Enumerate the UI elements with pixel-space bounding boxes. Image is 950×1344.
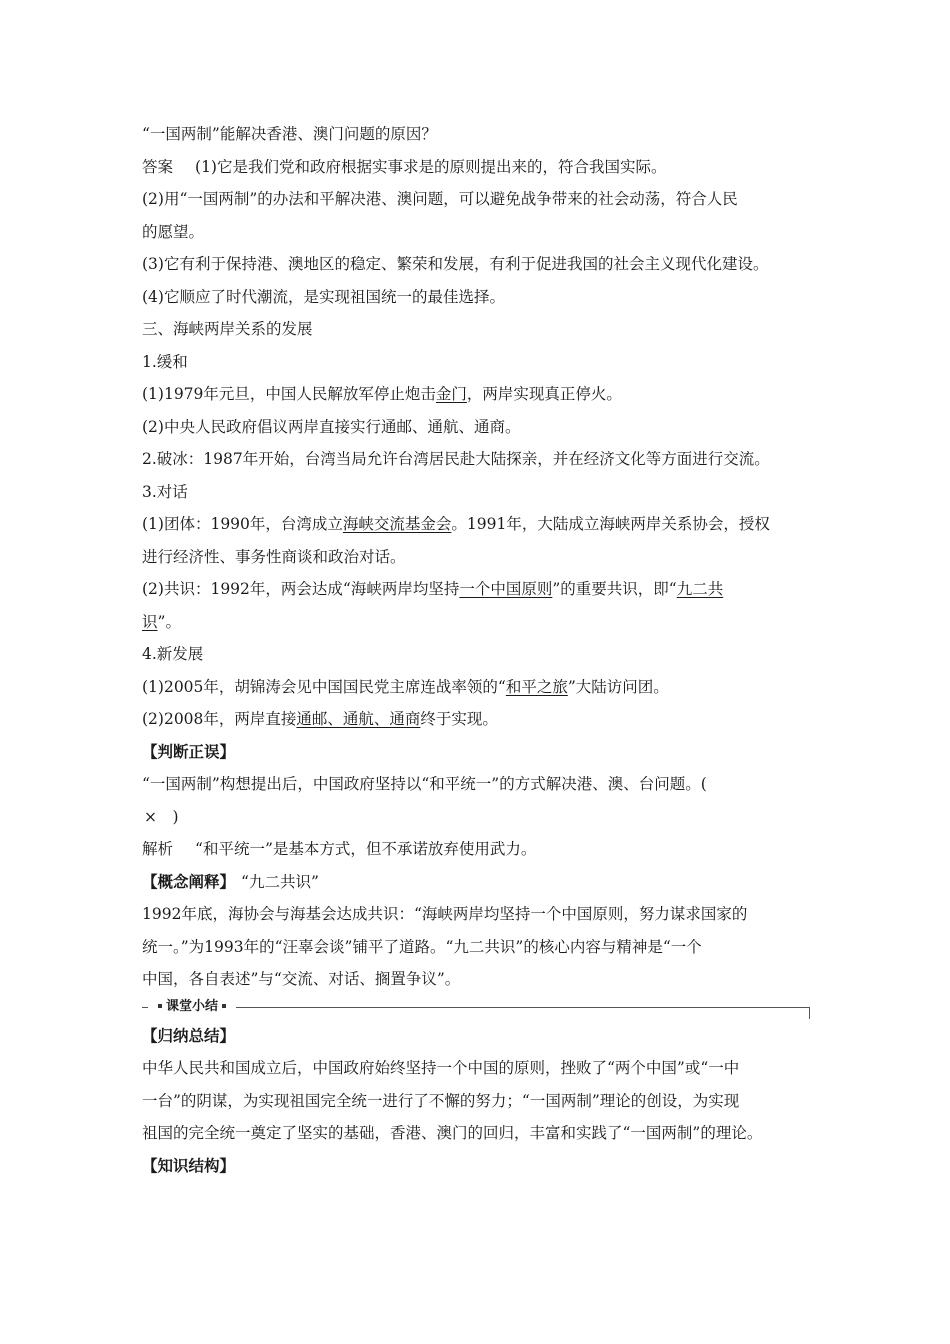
section-heading: 三、海峡两岸关系的发展 bbox=[142, 320, 313, 338]
underlined-term: 九二共 bbox=[676, 580, 724, 598]
answer-point-2-cont: 的愿望。 bbox=[142, 222, 205, 241]
answer-line: 答案 (1)它是我们党和政府根据实事求是的原则提出来的，符合我国实际。 bbox=[142, 157, 667, 176]
summary-text-3: 祖国的完全统一奠定了坚实的基础，香港、澳门的回归，丰富和实践了“一国两制”的理论。 bbox=[142, 1124, 763, 1142]
dialogue-point-1: (1)团体：1990年，台湾成立海峡交流基金会。1991年，大陆成立海峡两岸关系协会，授权 bbox=[142, 515, 770, 533]
icebreak-line: 2.破冰：1987年开始，台湾当局允许台湾居民赴大陆探亲，并在经济文化等方面进行交流。 bbox=[142, 450, 770, 468]
concept-text-2: 统一。”为1993年的“汪辜会谈”铺平了道路。“九二共识”的核心内容与精神是“一个 bbox=[142, 937, 702, 956]
summary-heading: 【归纳总结】 bbox=[142, 1025, 236, 1045]
summary-text-1: 中华人民共和国成立后，中国政府始终坚持一个中国的原则，挫败了“两个中国”或“一中 bbox=[142, 1059, 740, 1077]
underlined-term: 一个中国原则 bbox=[459, 580, 553, 598]
judge-heading: 【判断正误】 bbox=[142, 741, 236, 761]
concept-text-1: 1992年底，海协会与海基会达成共识：“海峡两岸均坚持一个中国原则，努力谋求国家的 bbox=[142, 905, 748, 923]
easing-point-1: (1)1979年元旦，中国人民解放军停止炮击金门，两岸实现真正停火。 bbox=[142, 385, 622, 403]
judge-answer: × ) bbox=[144, 807, 179, 826]
easing-point-2: (2)中央人民政府倡议两岸直接实行通邮、通航、通商。 bbox=[142, 417, 521, 436]
answer-label: 答案 bbox=[142, 157, 174, 176]
subheading-new-development: 4.新发展 bbox=[142, 645, 204, 663]
underlined-term: 金门 bbox=[435, 385, 467, 403]
new-dev-point-2: (2)2008年，两岸直接通邮、通航、通商终于实现。 bbox=[142, 710, 498, 728]
underlined-term: 通邮、通航、通商 bbox=[296, 710, 421, 728]
answer-point-4: (4)它顺应了时代潮流，是实现祖国统一的最佳选择。 bbox=[142, 287, 505, 306]
analysis-label: 解析 bbox=[142, 840, 174, 858]
underlined-term: 和平之旅 bbox=[505, 677, 568, 696]
dialogue-point-2-cont: 识”。 bbox=[142, 612, 181, 631]
concept-heading: 【概念阐释】 “九二共识” bbox=[142, 871, 319, 891]
analysis-line: 解析 “和平统一”是基本方式，但不承诺放弃使用武力。 bbox=[142, 840, 537, 858]
knowledge-structure-heading: 【知识结构】 bbox=[142, 1155, 236, 1175]
subheading-easing: 1.缓和 bbox=[142, 352, 188, 371]
summary-divider bbox=[142, 998, 822, 1020]
dialogue-point-2: (2)共识：1992年，两会达成“海峡两岸均坚持一个中国原则”的重要共识，即“九二共 bbox=[142, 580, 724, 598]
underlined-term: 海峡交流基金会 bbox=[342, 515, 452, 533]
answer-point-2: (2)用“一国两制”的办法和平解决港、澳问题，可以避免战争带来的社会动荡，符合人民 bbox=[142, 190, 738, 208]
judge-statement: “一国两制”构想提出后，中国政府坚持以“和平统一”的方式解决港、澳、台问题。( bbox=[142, 775, 707, 793]
answer-point-3: (3)它有利于保持港、澳地区的稳定、繁荣和发展，有利于促进我国的社会主义现代化建设。 bbox=[142, 255, 769, 273]
summary-text-2: 一台”的阴谋，为实现祖国完全统一进行了不懈的努力；“一国两制”理论的创设，为实现 bbox=[142, 1091, 740, 1110]
question-text: “一国两制”能解决香港、澳门问题的原因？ bbox=[142, 125, 437, 143]
document-page bbox=[142, 118, 822, 1182]
dialogue-point-1-cont: 进行经济性、事务性商谈和政治对话。 bbox=[142, 547, 406, 566]
new-dev-point-1: (1)2005年，胡锦涛会见中国国民党主席连战率领的“和平之旅”大陆访问团。 bbox=[142, 677, 669, 696]
summary-label: 课堂小结 bbox=[148, 998, 236, 1016]
underlined-term: 识 bbox=[142, 612, 158, 631]
subheading-dialogue: 3.对话 bbox=[142, 482, 188, 501]
concept-text-3: 中国，各自表述”与“交流、对话、搁置争议”。 bbox=[142, 970, 461, 988]
